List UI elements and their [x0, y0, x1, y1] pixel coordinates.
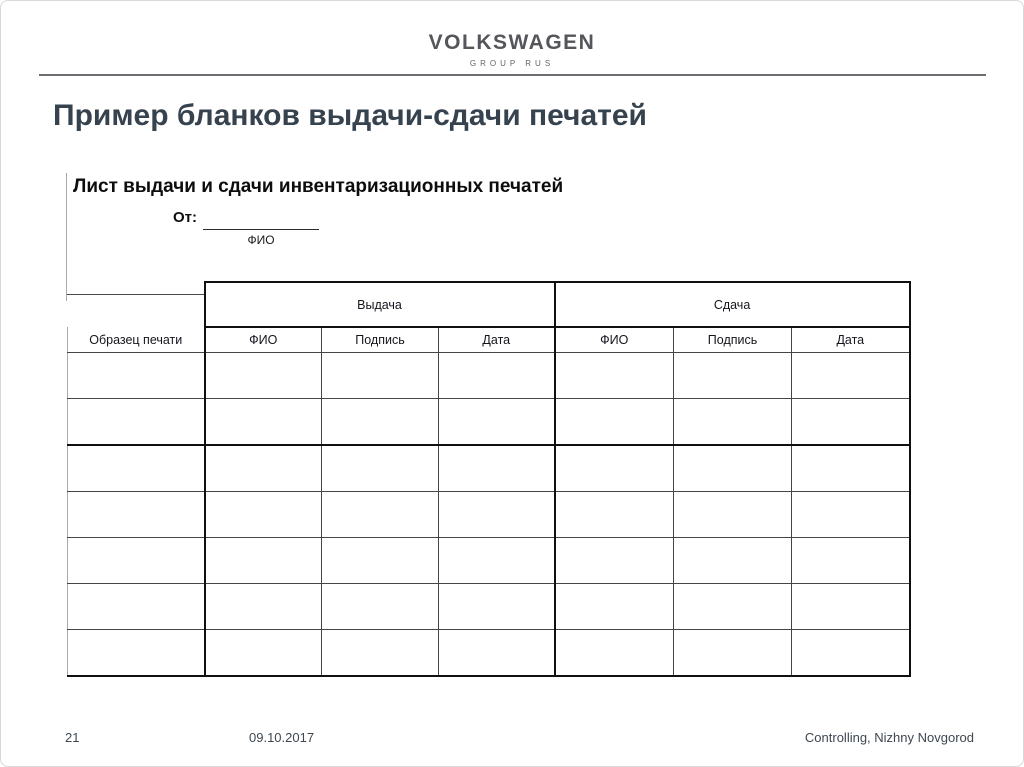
column-header: Дата [439, 327, 555, 353]
column-header: Подпись [322, 327, 439, 353]
table-cell [205, 492, 322, 538]
table-cell [555, 399, 674, 446]
fio-caption: ФИО [247, 233, 275, 247]
table-cell [439, 353, 555, 399]
table-cell [792, 353, 910, 399]
table-cell [674, 353, 792, 399]
column-header: ФИО [555, 327, 674, 353]
table-cell [205, 630, 322, 677]
footer-right-text: Controlling, Nizhny Novgorod [804, 730, 974, 745]
table-cell [68, 353, 205, 399]
table-cell [322, 538, 439, 584]
table-cell [792, 630, 910, 677]
table-cell [68, 492, 205, 538]
issue-return-table [67, 281, 911, 677]
column-header: Подпись [674, 327, 792, 353]
table-cell [674, 445, 792, 492]
footer-page-number: 21 [65, 730, 80, 745]
footer-date: 09.10.2017 [249, 730, 315, 745]
table-cell [792, 584, 910, 630]
table-cell [674, 538, 792, 584]
table-cell [322, 584, 439, 630]
table-cell [555, 630, 674, 677]
table-cell [68, 445, 205, 492]
table-cell [205, 584, 322, 630]
logo-brand-text: VOLKSWAGEN [428, 31, 596, 54]
table-cell [68, 399, 205, 446]
table-row [68, 584, 910, 630]
table-row [68, 630, 910, 677]
group-header-row [68, 282, 910, 327]
header-divider [39, 74, 986, 76]
table-cell [68, 584, 205, 630]
form-title: Лист выдачи и сдачи инвентаризационных печатей [73, 176, 564, 197]
table-cell [322, 630, 439, 677]
table-cell [674, 492, 792, 538]
empty-corner-cell [68, 282, 205, 327]
group-header-issue: Выдача [205, 282, 555, 327]
table-cell [439, 538, 555, 584]
column-header: Дата [792, 327, 910, 353]
table-cell [439, 445, 555, 492]
table-cell [792, 445, 910, 492]
table-cell [792, 399, 910, 446]
page-title: Пример бланков выдачи-сдачи печатей [53, 99, 647, 132]
column-header: ФИО [205, 327, 322, 353]
table-cell [205, 445, 322, 492]
table-cell [555, 538, 674, 584]
column-header-row [68, 327, 910, 353]
table-cell [555, 492, 674, 538]
table-cell [68, 630, 205, 677]
table-cell [205, 353, 322, 399]
table-row [68, 538, 910, 584]
column-header: Образец печати [68, 327, 205, 353]
table-cell [205, 538, 322, 584]
table-cell [322, 445, 439, 492]
table-cell [439, 630, 555, 677]
table-cell [674, 630, 792, 677]
table-cell [439, 399, 555, 446]
table-cell [322, 492, 439, 538]
table-cell [792, 492, 910, 538]
table-cell [439, 492, 555, 538]
volkswagen-logo [1, 32, 1023, 68]
table-cell [555, 445, 674, 492]
from-label: От: [173, 209, 198, 226]
table-cell [322, 353, 439, 399]
table-cell [674, 584, 792, 630]
table-row [68, 492, 910, 538]
table-cell [792, 538, 910, 584]
table-cell [205, 399, 322, 446]
table-cell [68, 538, 205, 584]
logo-subtitle-text: GROUP RUS [469, 59, 555, 68]
group-header-return: Сдача [555, 282, 910, 327]
table-cell [322, 399, 439, 446]
from-underline [203, 229, 319, 230]
table-cell [674, 399, 792, 446]
table-cell [439, 584, 555, 630]
table-row [68, 353, 910, 399]
table-cell [555, 584, 674, 630]
table-row [68, 399, 910, 446]
table-cell [555, 353, 674, 399]
table-row [68, 445, 910, 492]
